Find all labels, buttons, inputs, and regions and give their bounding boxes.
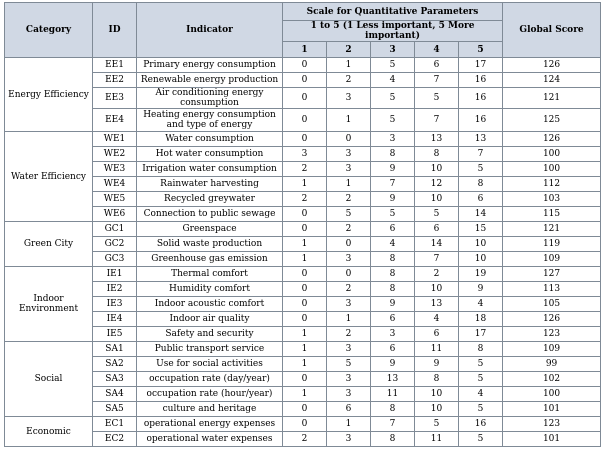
indicator-cell: Connection to public sewage xyxy=(137,207,283,222)
scale-3-cell: 9 xyxy=(371,162,415,177)
indicator-cell: Irrigation water consumption xyxy=(137,162,283,177)
table-row xyxy=(5,88,601,109)
scale-2-cell: 3 xyxy=(327,162,371,177)
global-score-cell: 125 xyxy=(503,109,601,132)
scale-3-cell: 7 xyxy=(371,417,415,432)
global-score-cell: 101 xyxy=(503,402,601,417)
scale-3-cell: 8 xyxy=(371,147,415,162)
indicator-cell: Rainwater harvesting xyxy=(137,177,283,192)
id-cell: SA3 xyxy=(93,372,137,387)
global-score-cell: 123 xyxy=(503,327,601,342)
scale-2-cell: 1 xyxy=(327,109,371,132)
scale-1-cell: 0 xyxy=(283,58,327,73)
global-score-cell: 127 xyxy=(503,267,601,282)
scale-1-cell: 1 xyxy=(283,327,327,342)
indicator-cell: occupation rate (hour/year) xyxy=(137,387,283,402)
scale-3-cell: 8 xyxy=(371,432,415,447)
id-cell: WE4 xyxy=(93,177,137,192)
scale-4-cell: 6 xyxy=(415,222,459,237)
scale-5-cell: 16 xyxy=(459,417,503,432)
table-row xyxy=(5,132,601,147)
scale-5-cell: 7 xyxy=(459,147,503,162)
header-scale-title: Scale for Quantitative Parameters xyxy=(283,3,503,21)
scale-4-cell: 14 xyxy=(415,237,459,252)
scale-1-cell: 0 xyxy=(283,372,327,387)
global-score-cell: 121 xyxy=(503,222,601,237)
scale-3-cell: 8 xyxy=(371,252,415,267)
scale-5-cell: 15 xyxy=(459,222,503,237)
indicator-cell: Use for social activities xyxy=(137,357,283,372)
scale-5-cell: 6 xyxy=(459,192,503,207)
indicator-cell: Air conditioning energy consumption xyxy=(137,88,283,109)
scale-2-cell: 5 xyxy=(327,357,371,372)
indicator-cell: operational energy expenses xyxy=(137,417,283,432)
id-cell: SA5 xyxy=(93,402,137,417)
scale-1-cell: 0 xyxy=(283,88,327,109)
id-cell: GC3 xyxy=(93,252,137,267)
scale-4-cell: 5 xyxy=(415,88,459,109)
scale-2-cell: 1 xyxy=(327,177,371,192)
scale-4-cell: 5 xyxy=(415,207,459,222)
global-score-cell: 101 xyxy=(503,432,601,447)
scale-1-cell: 1 xyxy=(283,342,327,357)
scale-3-cell: 6 xyxy=(371,342,415,357)
global-score-cell: 115 xyxy=(503,207,601,222)
table-row xyxy=(5,417,601,432)
indicator-cell: Renewable energy production xyxy=(137,73,283,88)
scale-1-cell: 1 xyxy=(283,237,327,252)
global-score-cell: 100 xyxy=(503,162,601,177)
scale-5-cell: 14 xyxy=(459,207,503,222)
id-cell: WE2 xyxy=(93,147,137,162)
scale-2-cell: 3 xyxy=(327,297,371,312)
scale-4-cell: 7 xyxy=(415,252,459,267)
global-score-cell: 109 xyxy=(503,342,601,357)
global-score-cell: 119 xyxy=(503,237,601,252)
scale-2-cell: 1 xyxy=(327,58,371,73)
scale-2-cell: 3 xyxy=(327,342,371,357)
scale-5-cell: 4 xyxy=(459,387,503,402)
table-row xyxy=(5,297,601,312)
indicator-cell: Humidity comfort xyxy=(137,282,283,297)
id-cell: IE1 xyxy=(93,267,137,282)
scale-3-cell: 5 xyxy=(371,109,415,132)
id-cell: EE2 xyxy=(93,73,137,88)
scale-5-cell: 16 xyxy=(459,109,503,132)
indicator-cell: Water consumption xyxy=(137,132,283,147)
indicator-cell: Greenhouse gas emission xyxy=(137,252,283,267)
id-cell: SA2 xyxy=(93,357,137,372)
header-global-score: Global Score xyxy=(503,3,601,58)
indicator-cell: Thermal comfort xyxy=(137,267,283,282)
table-row xyxy=(5,387,601,402)
global-score-cell: 124 xyxy=(503,73,601,88)
scale-4-cell: 8 xyxy=(415,372,459,387)
scale-5-cell: 10 xyxy=(459,237,503,252)
table-row xyxy=(5,267,601,282)
id-cell: GC2 xyxy=(93,237,137,252)
table-row xyxy=(5,372,601,387)
scale-3-cell: 4 xyxy=(371,237,415,252)
scale-3-cell: 3 xyxy=(371,132,415,147)
scale-2-cell: 6 xyxy=(327,402,371,417)
scale-4-cell: 11 xyxy=(415,432,459,447)
scale-4-cell: 5 xyxy=(415,417,459,432)
scale-2-cell: 5 xyxy=(327,207,371,222)
table-row xyxy=(5,312,601,327)
global-score-cell: 112 xyxy=(503,177,601,192)
scale-1-cell: 1 xyxy=(283,357,327,372)
scale-1-cell: 0 xyxy=(283,132,327,147)
header-scale-subtitle: 1 to 5 (1 Less important, 5 More important) xyxy=(283,21,503,42)
category-cell: Green City xyxy=(5,222,93,267)
scale-5-cell: 5 xyxy=(459,432,503,447)
scale-2-cell: 2 xyxy=(327,282,371,297)
scale-2-cell: 0 xyxy=(327,267,371,282)
id-cell: IE2 xyxy=(93,282,137,297)
table-row xyxy=(5,222,601,237)
scale-2-cell: 2 xyxy=(327,192,371,207)
scale-2-cell: 3 xyxy=(327,372,371,387)
indicator-cell: Primary energy consumption xyxy=(137,58,283,73)
indicator-cell: Public transport service xyxy=(137,342,283,357)
category-cell: Social xyxy=(5,342,93,417)
indicator-cell: Recycled greywater xyxy=(137,192,283,207)
table-row xyxy=(5,109,601,132)
category-cell: Water Efficiency xyxy=(5,132,93,222)
table-row xyxy=(5,252,601,267)
global-score-cell: 109 xyxy=(503,252,601,267)
table-row xyxy=(5,73,601,88)
scale-4-cell: 10 xyxy=(415,162,459,177)
scale-4-cell: 4 xyxy=(415,312,459,327)
scale-1-cell: 0 xyxy=(283,402,327,417)
scale-5-cell: 4 xyxy=(459,297,503,312)
scale-4-cell: 2 xyxy=(415,267,459,282)
id-cell: EC1 xyxy=(93,417,137,432)
scale-4-cell: 10 xyxy=(415,282,459,297)
table-row xyxy=(5,207,601,222)
scale-5-cell: 18 xyxy=(459,312,503,327)
scale-1-cell: 0 xyxy=(283,282,327,297)
header-category: Category xyxy=(5,3,93,58)
table-row xyxy=(5,162,601,177)
scale-2-cell: 1 xyxy=(327,417,371,432)
table-row xyxy=(5,327,601,342)
scale-3-cell: 13 xyxy=(371,372,415,387)
scale-4-cell: 7 xyxy=(415,73,459,88)
id-cell: IE5 xyxy=(93,327,137,342)
scale-4-cell: 13 xyxy=(415,132,459,147)
scale-2-cell: 3 xyxy=(327,252,371,267)
header-scale-3: 3 xyxy=(371,42,415,58)
global-score-cell: 113 xyxy=(503,282,601,297)
global-score-cell: 99 xyxy=(503,357,601,372)
header-scale-4: 4 xyxy=(415,42,459,58)
indicator-cell: operational water expenses xyxy=(137,432,283,447)
global-score-cell: 126 xyxy=(503,58,601,73)
category-cell: Economic xyxy=(5,417,93,447)
scale-2-cell: 3 xyxy=(327,147,371,162)
scale-3-cell: 5 xyxy=(371,88,415,109)
table-body xyxy=(5,58,601,447)
header-scale-2: 2 xyxy=(327,42,371,58)
scale-3-cell: 5 xyxy=(371,58,415,73)
scale-1-cell: 0 xyxy=(283,297,327,312)
indicator-cell: Solid waste production xyxy=(137,237,283,252)
scale-3-cell: 5 xyxy=(371,207,415,222)
scale-5-cell: 13 xyxy=(459,132,503,147)
scale-4-cell: 11 xyxy=(415,342,459,357)
scale-4-cell: 8 xyxy=(415,147,459,162)
indicator-cell: Heating energy consumption and type of energy xyxy=(137,109,283,132)
scale-5-cell: 8 xyxy=(459,342,503,357)
table-row xyxy=(5,237,601,252)
scale-1-cell: 2 xyxy=(283,192,327,207)
scale-4-cell: 6 xyxy=(415,327,459,342)
scale-4-cell: 10 xyxy=(415,402,459,417)
id-cell: WE6 xyxy=(93,207,137,222)
scale-1-cell: 0 xyxy=(283,222,327,237)
scale-1-cell: 0 xyxy=(283,312,327,327)
scale-4-cell: 9 xyxy=(415,357,459,372)
scale-3-cell: 8 xyxy=(371,282,415,297)
scale-2-cell: 3 xyxy=(327,88,371,109)
scale-3-cell: 8 xyxy=(371,267,415,282)
scale-3-cell: 3 xyxy=(371,327,415,342)
scale-2-cell: 3 xyxy=(327,387,371,402)
scale-5-cell: 5 xyxy=(459,372,503,387)
scale-3-cell: 9 xyxy=(371,357,415,372)
header-id: ID xyxy=(93,3,137,58)
scale-3-cell: 11 xyxy=(371,387,415,402)
scale-1-cell: 2 xyxy=(283,162,327,177)
global-score-cell: 102 xyxy=(503,372,601,387)
scale-5-cell: 10 xyxy=(459,252,503,267)
header-scale-5: 5 xyxy=(459,42,503,58)
table-header xyxy=(5,3,601,58)
id-cell: WE5 xyxy=(93,192,137,207)
category-cell: Energy Efficiency xyxy=(5,58,93,132)
scale-3-cell: 4 xyxy=(371,73,415,88)
id-cell: EE3 xyxy=(93,88,137,109)
id-cell: IE3 xyxy=(93,297,137,312)
scale-3-cell: 7 xyxy=(371,177,415,192)
table-row xyxy=(5,357,601,372)
indicator-cell: Indoor acoustic comfort xyxy=(137,297,283,312)
table-row xyxy=(5,177,601,192)
header-scale-1: 1 xyxy=(283,42,327,58)
indicator-scores-table xyxy=(4,2,601,447)
global-score-cell: 100 xyxy=(503,147,601,162)
id-cell: WE3 xyxy=(93,162,137,177)
global-score-cell: 105 xyxy=(503,297,601,312)
global-score-cell: 123 xyxy=(503,417,601,432)
global-score-cell: 126 xyxy=(503,132,601,147)
table-row xyxy=(5,432,601,447)
scale-5-cell: 5 xyxy=(459,402,503,417)
indicator-cell: Greenspace xyxy=(137,222,283,237)
table-row xyxy=(5,147,601,162)
indicator-cell: Safety and security xyxy=(137,327,283,342)
scale-4-cell: 10 xyxy=(415,192,459,207)
id-cell: EE1 xyxy=(93,58,137,73)
scale-1-cell: 0 xyxy=(283,109,327,132)
id-cell: EC2 xyxy=(93,432,137,447)
scale-2-cell: 2 xyxy=(327,73,371,88)
global-score-cell: 126 xyxy=(503,312,601,327)
table-row xyxy=(5,282,601,297)
id-cell: SA1 xyxy=(93,342,137,357)
indicator-cell: Hot water consumption xyxy=(137,147,283,162)
indicator-cell: culture and heritage xyxy=(137,402,283,417)
global-score-cell: 100 xyxy=(503,387,601,402)
scale-5-cell: 19 xyxy=(459,267,503,282)
header-indicator: Indicator xyxy=(137,3,283,58)
scale-4-cell: 6 xyxy=(415,58,459,73)
indicator-cell: occupation rate (day/year) xyxy=(137,372,283,387)
scale-1-cell: 3 xyxy=(283,147,327,162)
scale-5-cell: 5 xyxy=(459,162,503,177)
scale-2-cell: 2 xyxy=(327,222,371,237)
table-row xyxy=(5,58,601,73)
scale-5-cell: 17 xyxy=(459,327,503,342)
scale-4-cell: 12 xyxy=(415,177,459,192)
scale-4-cell: 13 xyxy=(415,297,459,312)
scale-2-cell: 1 xyxy=(327,312,371,327)
table-row xyxy=(5,402,601,417)
global-score-cell: 103 xyxy=(503,192,601,207)
scale-1-cell: 1 xyxy=(283,177,327,192)
scale-5-cell: 16 xyxy=(459,88,503,109)
table-row xyxy=(5,192,601,207)
scale-1-cell: 0 xyxy=(283,73,327,88)
scale-5-cell: 5 xyxy=(459,357,503,372)
indicator-cell: Indoor air quality xyxy=(137,312,283,327)
id-cell: GC1 xyxy=(93,222,137,237)
global-score-cell: 121 xyxy=(503,88,601,109)
scale-1-cell: 1 xyxy=(283,387,327,402)
scale-5-cell: 8 xyxy=(459,177,503,192)
scale-2-cell: 3 xyxy=(327,432,371,447)
scale-3-cell: 8 xyxy=(371,402,415,417)
scale-3-cell: 6 xyxy=(371,222,415,237)
scale-4-cell: 10 xyxy=(415,387,459,402)
scale-1-cell: 0 xyxy=(283,417,327,432)
scale-2-cell: 0 xyxy=(327,132,371,147)
scale-2-cell: 0 xyxy=(327,237,371,252)
scale-3-cell: 6 xyxy=(371,312,415,327)
id-cell: EE4 xyxy=(93,109,137,132)
scale-2-cell: 2 xyxy=(327,327,371,342)
scale-5-cell: 17 xyxy=(459,58,503,73)
scale-1-cell: 0 xyxy=(283,267,327,282)
id-cell: WE1 xyxy=(93,132,137,147)
scale-3-cell: 9 xyxy=(371,192,415,207)
scale-3-cell: 9 xyxy=(371,297,415,312)
category-cell: Indoor Environment xyxy=(5,267,93,342)
scale-4-cell: 7 xyxy=(415,109,459,132)
id-cell: IE4 xyxy=(93,312,137,327)
scale-1-cell: 0 xyxy=(283,207,327,222)
scale-1-cell: 2 xyxy=(283,432,327,447)
table-row xyxy=(5,342,601,357)
scale-5-cell: 9 xyxy=(459,282,503,297)
id-cell: SA4 xyxy=(93,387,137,402)
scale-1-cell: 1 xyxy=(283,252,327,267)
scale-5-cell: 16 xyxy=(459,73,503,88)
